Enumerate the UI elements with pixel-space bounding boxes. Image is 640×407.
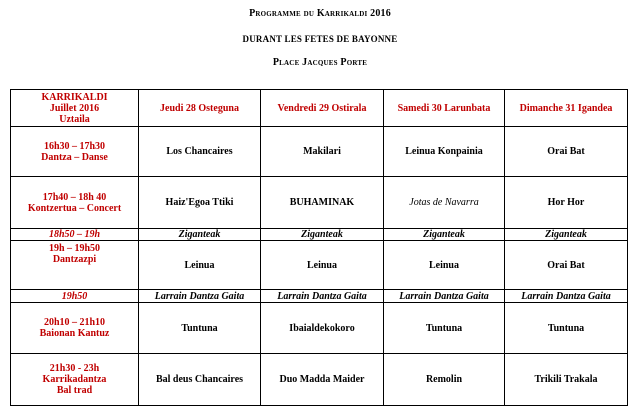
program-cell: Jotas de Navarra [384,177,505,229]
time-cell [11,241,139,290]
program-cell: Tuntuna [505,303,628,354]
corner-cell [11,90,139,127]
program-cell: Hor Hor [505,177,628,229]
table-row [11,127,628,177]
day-header: Jeudi 28 Osteguna [139,90,261,127]
program-cell: Orai Bat [505,241,628,290]
program-cell: Trikili Trakala [505,354,628,406]
program-cell: Larrain Dantza Gaita [505,290,628,303]
program-cell: Larrain Dantza Gaita [384,290,505,303]
time-line: 21h30 - 23h [49,363,100,374]
event-place: Place Jacques Porte [272,57,368,68]
time-cell [11,354,139,406]
program-cell: Haiz'Egoa Ttiki [139,177,261,229]
program-cell: Tuntuna [139,303,261,354]
time-line: Kontzertua – Concert [27,202,122,214]
time-line: Dantza – Danse [41,151,108,163]
table-header-row [11,90,628,127]
time-cell [11,229,139,241]
time-line: 19h – 19h50 [48,243,101,254]
time-line: Baionan Kantuz [39,328,110,339]
program-cell: Leinua [384,241,505,290]
program-cell: Tuntuna [384,303,505,354]
program-cell: Ziganteak [261,229,384,241]
program-cell: Los Chancaires [139,127,261,177]
day-header: Vendredi 29 Ostirala [261,90,384,127]
day-header: Samedi 30 Larunbata [384,90,505,127]
page-subtitle: DURANT LES FETES DE BAYONNE [242,34,398,44]
program-cell: Remolin [384,354,505,406]
program-cell: Leinua Konpainia [384,127,505,177]
time-line: Dantzazpi [52,254,97,265]
program-cell: Orai Bat [505,127,628,177]
program-cell: Larrain Dantza Gaita [261,290,384,303]
program-table [10,89,628,406]
program-cell: Duo Madda Maider [261,354,384,406]
table-row [11,290,628,303]
program-cell: Ziganteak [384,229,505,241]
program-cell: Ibaialdekokoro [261,303,384,354]
corner-line: Juillet 2016 [49,102,100,114]
time-line: Bal trad [56,385,93,396]
program-cell: Leinua [139,241,261,290]
time-line: 19h50 [61,290,88,302]
time-cell [11,290,139,303]
program-cell: Larrain Dantza Gaita [139,290,261,303]
program-cell: Makilari [261,127,384,177]
table-row [11,303,628,354]
program-cell: Ziganteak [505,229,628,241]
time-line: 17h40 – 18h 40 [42,191,107,203]
table-row [11,241,628,290]
time-cell [11,303,139,354]
time-cell [11,177,139,229]
corner-line: KARRIKALDI [41,91,108,103]
time-line: 20h10 – 21h10 [43,317,106,328]
day-header: Dimanche 31 Igandea [505,90,628,127]
table-row [11,354,628,406]
time-line: Karrikadantza [42,374,107,385]
table-row [11,229,628,241]
program-cell: Leinua [261,241,384,290]
time-cell [11,127,139,177]
corner-line: Uztaila [59,113,90,125]
program-cell: Ziganteak [139,229,261,241]
page-title: Programme du Karrikaldi 2016 [249,8,391,19]
program-cell: Bal deus Chancaires [139,354,261,406]
time-line: 18h50 – 19h [48,229,101,240]
table-row [11,177,628,229]
time-line: 16h30 – 17h30 [43,140,106,152]
program-cell: BUHAMINAK [261,177,384,229]
